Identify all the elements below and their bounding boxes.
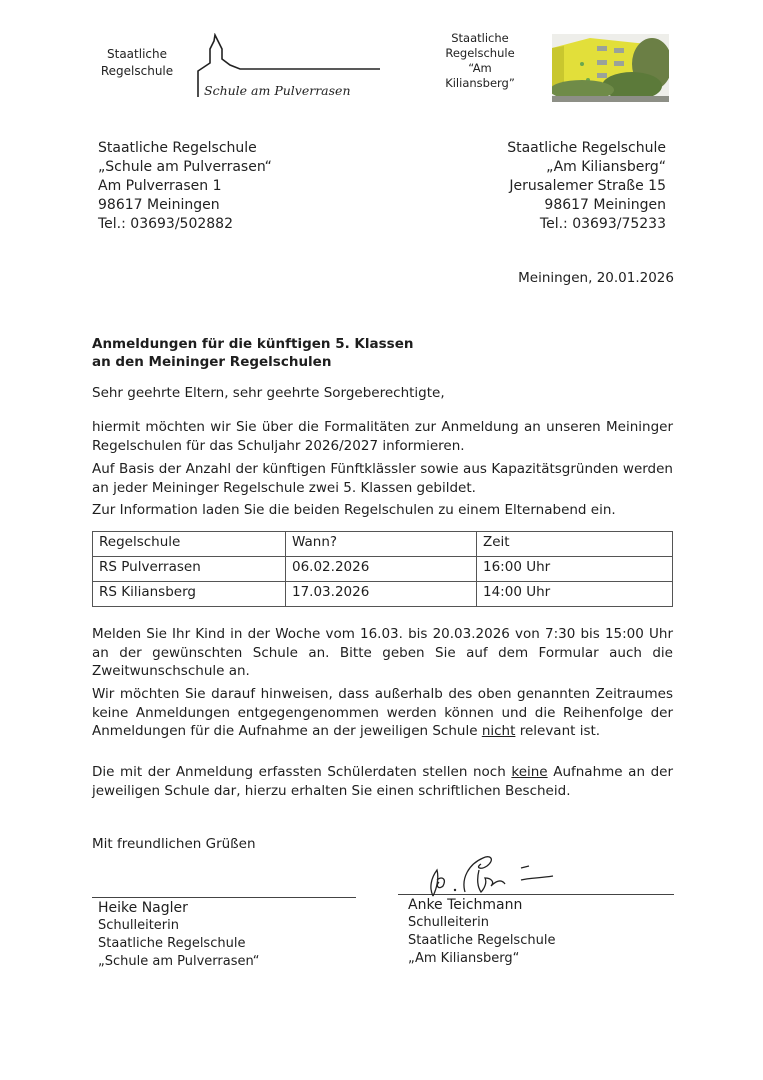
table-cell-date: 06.02.2026 <box>286 557 477 582</box>
table-header-cell: Wann? <box>286 532 477 557</box>
signature-block-right <box>408 896 555 968</box>
signer-school: „Schule am Pulverrasen“ <box>98 954 260 969</box>
address-phone: Tel.: 03693/75233 <box>539 216 666 232</box>
address-phone: Tel.: 03693/502882 <box>98 216 233 232</box>
salutation: Sehr geehrte Eltern, sehr geehrte Sorgeberechtigte, <box>92 385 445 401</box>
table-row <box>93 557 673 582</box>
logo-line: Staatliche <box>107 47 167 61</box>
signer-role: Schulleiterin <box>98 918 180 933</box>
address-line: Am Pulverrasen 1 <box>98 178 222 194</box>
signer-school: Staatliche Regelschule <box>408 933 556 948</box>
table-cell-date: 17.03.2026 <box>286 582 477 607</box>
school-building-photo <box>552 34 669 102</box>
address-line: Jerusalemer Straße 15 <box>509 178 666 194</box>
table-cell-school: RS Kiliansberg <box>93 582 286 607</box>
logo-line: Staatliche <box>451 31 509 45</box>
signature-line-left <box>92 897 356 898</box>
paragraph-intro: hiermit möchten wir Sie über die Formalitäten zur Anmeldung an unseren Meininger Regelschulen für das Schuljahr 2026/2027 informieren. <box>92 419 673 454</box>
signer-name: Anke Teichmann <box>408 897 523 913</box>
right-school-logo-text <box>428 31 532 91</box>
signer-name: Heike Nagler <box>98 900 188 916</box>
sender-address-left <box>98 139 272 234</box>
signer-school: Staatliche Regelschule <box>98 936 246 951</box>
church-logo-icon <box>190 33 390 103</box>
left-school-logo-text <box>92 46 182 80</box>
closing: Mit freundlichen Grüßen <box>92 836 256 852</box>
subject-line: Anmeldungen für die künftigen 5. Klassen <box>92 336 414 352</box>
logo-line: Kiliansberg” <box>445 76 515 90</box>
emphasis-not: nicht <box>481 723 516 739</box>
table-row <box>93 582 673 607</box>
school-script-name: Schule am Pulverrasen <box>204 83 351 98</box>
letter-subject <box>92 335 413 371</box>
table-cell-time: 14:00 Uhr <box>477 582 673 607</box>
paragraph-student-data: Die mit der Anmeldung erfassten Schülerdaten stellen noch keine Aufnahme an der jeweiligen Schule dar, hierzu erhalten Sie einen schriftlichen Bescheid. <box>92 764 674 799</box>
table-header-cell: Zeit <box>477 532 673 557</box>
address-line: 98617 Meiningen <box>544 197 666 213</box>
address-line: „Schule am Pulverrasen“ <box>98 159 272 175</box>
signer-school: „Am Kiliansberg“ <box>408 951 520 966</box>
emphasis-none: keine <box>511 764 548 780</box>
address-line: 98617 Meiningen <box>98 197 220 213</box>
table-cell-time: 16:00 Uhr <box>477 557 673 582</box>
address-line: „Am Kiliansberg“ <box>546 159 666 175</box>
logo-line: Regelschule <box>100 64 174 78</box>
paragraph-notice: Wir möchten Sie darauf hinweisen, dass außerhalb des oben genannten Zeitraumes keine Anmeldungen entgegengenommen werden können und die Reihenfolge der Anmeldungen für die Aufnahme an der jeweiligen Schule nicht relevant ist. <box>92 686 673 739</box>
letter-date: Meiningen, 20.01.2026 <box>518 270 674 286</box>
table-cell-school: RS Pulverrasen <box>93 557 286 582</box>
handwritten-signature-icon <box>425 848 565 900</box>
table-header-cell: Regelschule <box>93 532 286 557</box>
paragraph-classes: Auf Basis der Anzahl der künftigen Fünftklässler sowie aus Kapazitätsgründen werden an jeder Meininger Regelschule zwei 5. Klassen gebildet. <box>92 461 673 496</box>
address-line: Staatliche Regelschule <box>507 140 666 156</box>
paragraph-registration-week: Melden Sie Ihr Kind in der Woche vom 16.03. bis 20.03.2026 von 7:30 bis 15:00 Uhr an der gewünschten Schule an. Bitte geben Sie auf dem Formular auch die Zweitwunschschule an. <box>92 626 673 679</box>
parents-evening-table <box>92 531 673 607</box>
subject-line: an den Meininger Regelschulen <box>92 354 332 370</box>
signature-block-left <box>98 899 260 971</box>
paragraph-parents-evening: Zur Information laden Sie die beiden Regelschulen zu einem Elternabend ein. <box>92 502 616 518</box>
logo-line: Regelschule <box>445 46 515 60</box>
address-line: Staatliche Regelschule <box>98 140 257 156</box>
signer-role: Schulleiterin <box>408 915 490 930</box>
table-header-row <box>93 532 673 557</box>
logo-line: “Am <box>468 61 492 75</box>
sender-address-right <box>480 139 666 234</box>
